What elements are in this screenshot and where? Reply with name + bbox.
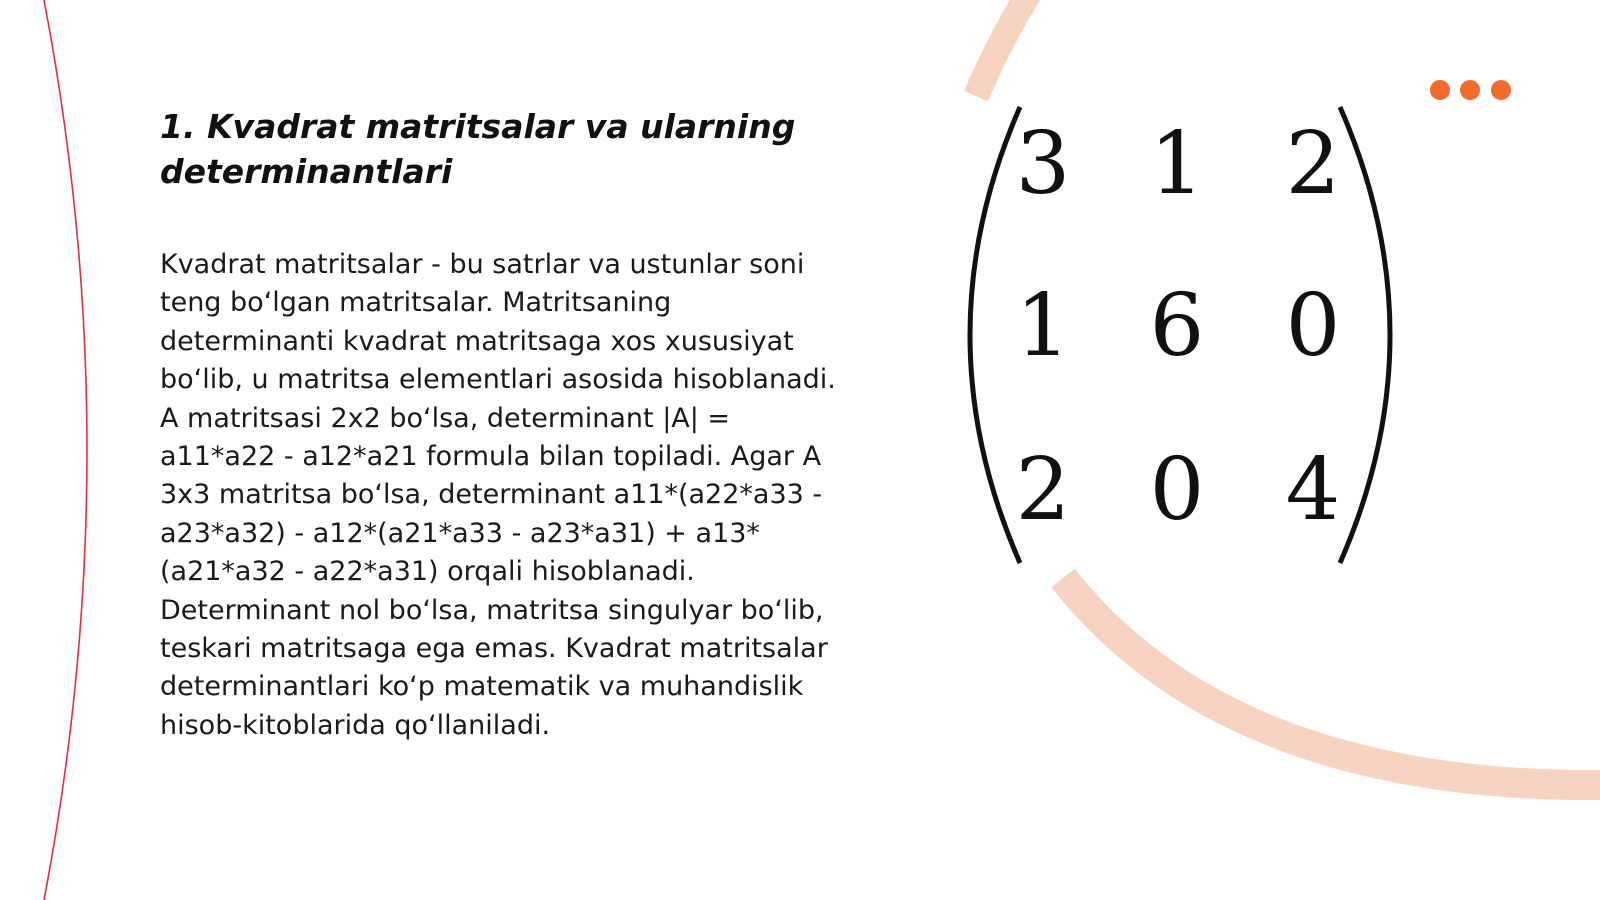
slide-body-text: Kvadrat matritsalar - bu satrlar va ustunlar soni teng bo‘lgan matritsalar. Matritsaning determinanti kvadrat matritsaga xos xususiyat bo‘lib, u matritsa elementlari asosida hisoblanadi. A matritsasi 2x2 bo‘lsa, determinant |A| = a11*a22 - a12*a21 formula bilan topiladi. Agar A 3x3 matritsa bo‘lsa, determinant a11*(a22*a33 - a23*a32) - a12*(a21*a33 - a23*a31) + a13*(a21*a32 - a22*a31) orqali hisoblanadi. Determinant nol bo‘lsa, matritsa singulyar bo‘lib, teskari matritsaga ega emas. Kvadrat matritsalar determinantlari ko‘p matematik va muhandislik hisob-kitoblarida qo‘llaniladi. bbox=[160, 249, 836, 741]
matrix-cell-3-3: 4 bbox=[1285, 440, 1341, 540]
matrix-cell-1-2: 1 bbox=[1149, 114, 1205, 214]
matrix-cell-2-3: 0 bbox=[1285, 276, 1341, 376]
matrix-cell-1-1: 3 bbox=[1015, 114, 1071, 214]
three-dots-icon bbox=[1430, 80, 1511, 100]
matrix-cell-2-1: 1 bbox=[1015, 276, 1071, 376]
slide-title: 1. Kvadrat matritsalar va ularning determinantlari bbox=[160, 107, 796, 191]
matrix-cell-3-1: 2 bbox=[1015, 440, 1071, 540]
matrix-cell-3-2: 0 bbox=[1149, 440, 1205, 540]
bottom-peach-arc bbox=[1063, 578, 1600, 785]
matrix-right-paren bbox=[1340, 107, 1390, 563]
matrix-cell-2-2: 6 bbox=[1149, 276, 1205, 376]
matrix-cell-1-3: 2 bbox=[1285, 114, 1341, 214]
matrix-left-paren bbox=[970, 107, 1020, 563]
matrix-figure bbox=[950, 95, 1410, 575]
top-peach-arc bbox=[976, 0, 1032, 96]
left-red-curve bbox=[44, 0, 87, 900]
